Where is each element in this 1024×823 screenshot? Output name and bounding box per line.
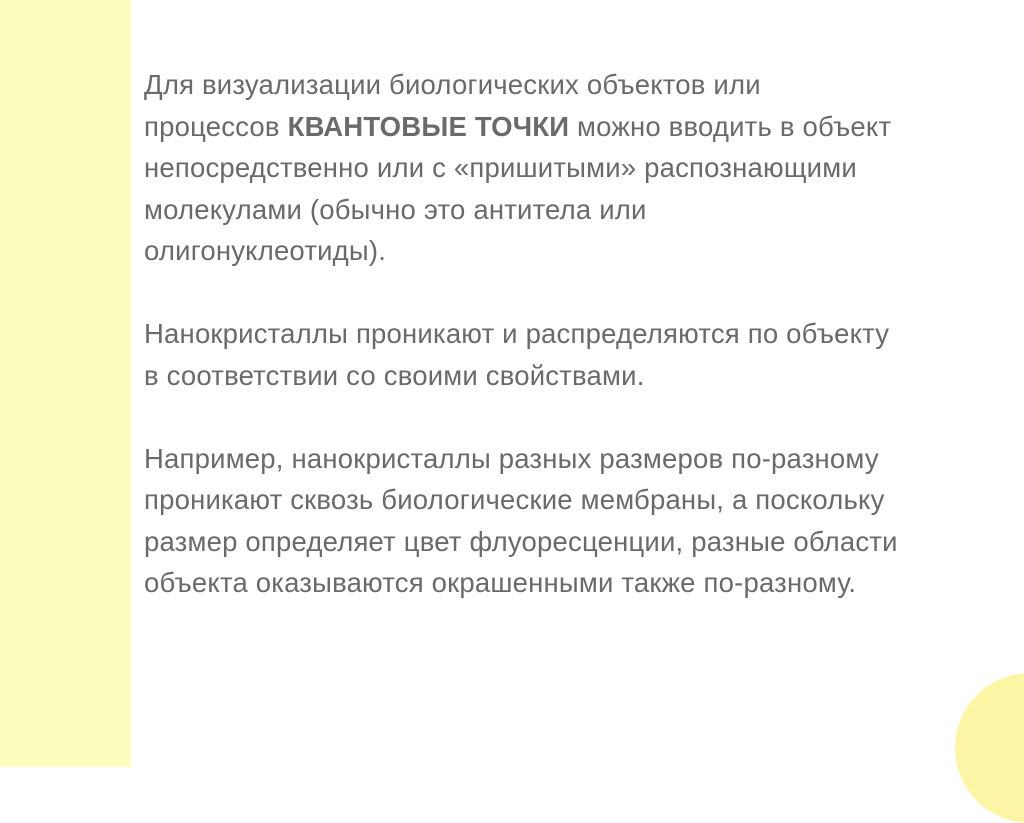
slide-text [144,64,1004,604]
text-line: олигонуклеотиды). [144,235,387,266]
text-line: проникают сквозь биологические мембраны, а поскольку [144,484,885,515]
text-line: размер определяет цвет флуоресценции, разные области [144,525,898,557]
text-run: можно вводить в объект [569,110,892,142]
left-decorative-band [0,0,131,767]
text-line: молекулами (обычно это антитела или [144,193,647,225]
text-run: процессов [144,110,288,142]
paragraph-quantum-dots [144,64,1004,272]
text-line: непосредственно или с «пришитыми» распознающими [144,152,857,183]
text-line: в соответствии со своими свойствами. [144,359,645,391]
text-line [144,106,1004,148]
text-line: Нанокристаллы проникают и распределяются по объекту [144,318,890,349]
text-line: Например, нанокристаллы разных размеров по-разному [144,442,879,474]
text-line: Для визуализации биологических объектов или [144,69,761,100]
emphasis-quantum-dots: КВАНТОВЫЕ ТОЧКИ [287,110,570,142]
paragraph-nanocrystals [144,313,1004,396]
corner-decorative-circle [955,673,1024,823]
paragraph-example [144,438,1004,604]
text-line: объекта оказываются окрашенными также по-разному. [144,567,857,598]
